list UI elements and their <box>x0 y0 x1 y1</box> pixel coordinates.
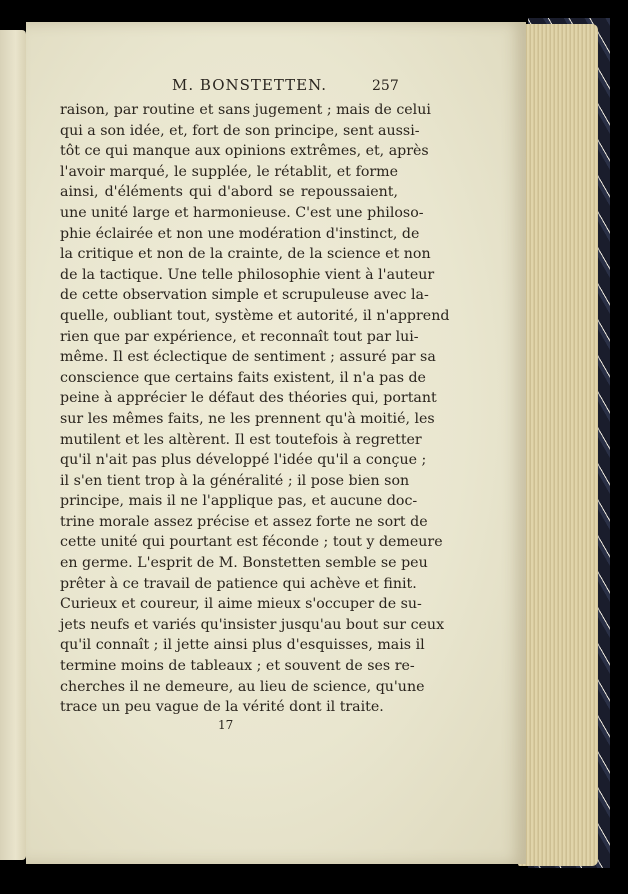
text-line: qu'il connaît ; il jette ainsi plus d'esquisses, mais il <box>60 637 425 654</box>
text-line: une unité large et harmonieuse. C'est une philoso- <box>60 204 424 221</box>
text-line: principe, mais il ne l'applique pas, et aucune doc- <box>60 493 418 510</box>
text-line: en germe. L'esprit de M. Bonstetten semble se peu <box>60 555 428 572</box>
facing-page-edge <box>0 30 26 860</box>
text-line: de cette observation simple et scrupuleuse avec la- <box>60 287 429 304</box>
text-line: qui a son idée, et, fort de son principe, sent aussi- <box>60 122 420 139</box>
text-line: la critique et non de la crainte, de la science et non <box>60 246 431 263</box>
text-line: mutilent et les altèrent. Il est toutefois à regretter <box>60 431 422 448</box>
text-line: quelle, oubliant tout, système et autorité, il n'apprend <box>60 307 450 324</box>
text-line: termine moins de tableaux ; et souvent de ses re- <box>60 658 415 675</box>
text-line: sur les mêmes faits, ne les prennent qu'à moitié, les <box>60 410 435 427</box>
running-head-title: M. BONSTETTEN. <box>172 76 328 94</box>
text-line: jets neufs et variés qu'insister jusqu'au bout sur ceux <box>60 616 445 633</box>
text-line: rien que par expérience, et reconnaît tout par lui- <box>60 328 419 345</box>
text-line: il s'en tient trop à la généralité ; il pose bien son <box>60 472 410 489</box>
page-number: 257 <box>372 78 399 94</box>
text-line: ainsi, d'éléments qui d'abord se repoussaient, <box>60 184 398 201</box>
body-text <box>60 100 450 718</box>
text-line: trace un peu vague de la vérité dont il traite. <box>60 699 384 716</box>
text-line: l'avoir marqué, le supplée, le rétablit, et forme <box>60 163 398 180</box>
text-line: cherches il ne demeure, au lieu de science, qu'une <box>60 678 425 695</box>
text-line: trine morale assez précise et assez forte ne sort de <box>60 513 428 530</box>
text-line: conscience que certains faits existent, il n'a pas de <box>60 369 426 386</box>
signature-mark: 17 <box>218 718 234 732</box>
running-head <box>60 56 400 96</box>
text-line: raison, par routine et sans jugement ; mais de celui <box>60 102 431 118</box>
text-line: Curieux et coureur, il aime mieux s'occuper de su- <box>60 596 422 613</box>
text-line: peine à apprécier le défaut des théories qui, portant <box>60 390 437 407</box>
text-line: tôt ce qui manque aux opinions extrêmes, et, après <box>60 143 429 160</box>
text-line: de la tactique. Une telle philosophie vient à l'auteur <box>60 266 435 283</box>
text-line: cette unité qui pourtant est féconde ; tout y demeure <box>60 534 443 551</box>
text-line: prêter à ce travail de patience qui achève et finit. <box>60 575 417 592</box>
text-line: même. Il est éclectique de sentiment ; assuré par sa <box>60 349 436 366</box>
page-block-edge <box>518 24 598 866</box>
text-line: phie éclairée et non une modération d'instinct, de <box>60 225 420 242</box>
text-line: qu'il n'ait pas plus développé l'idée qu'il a conçue ; <box>60 452 427 469</box>
